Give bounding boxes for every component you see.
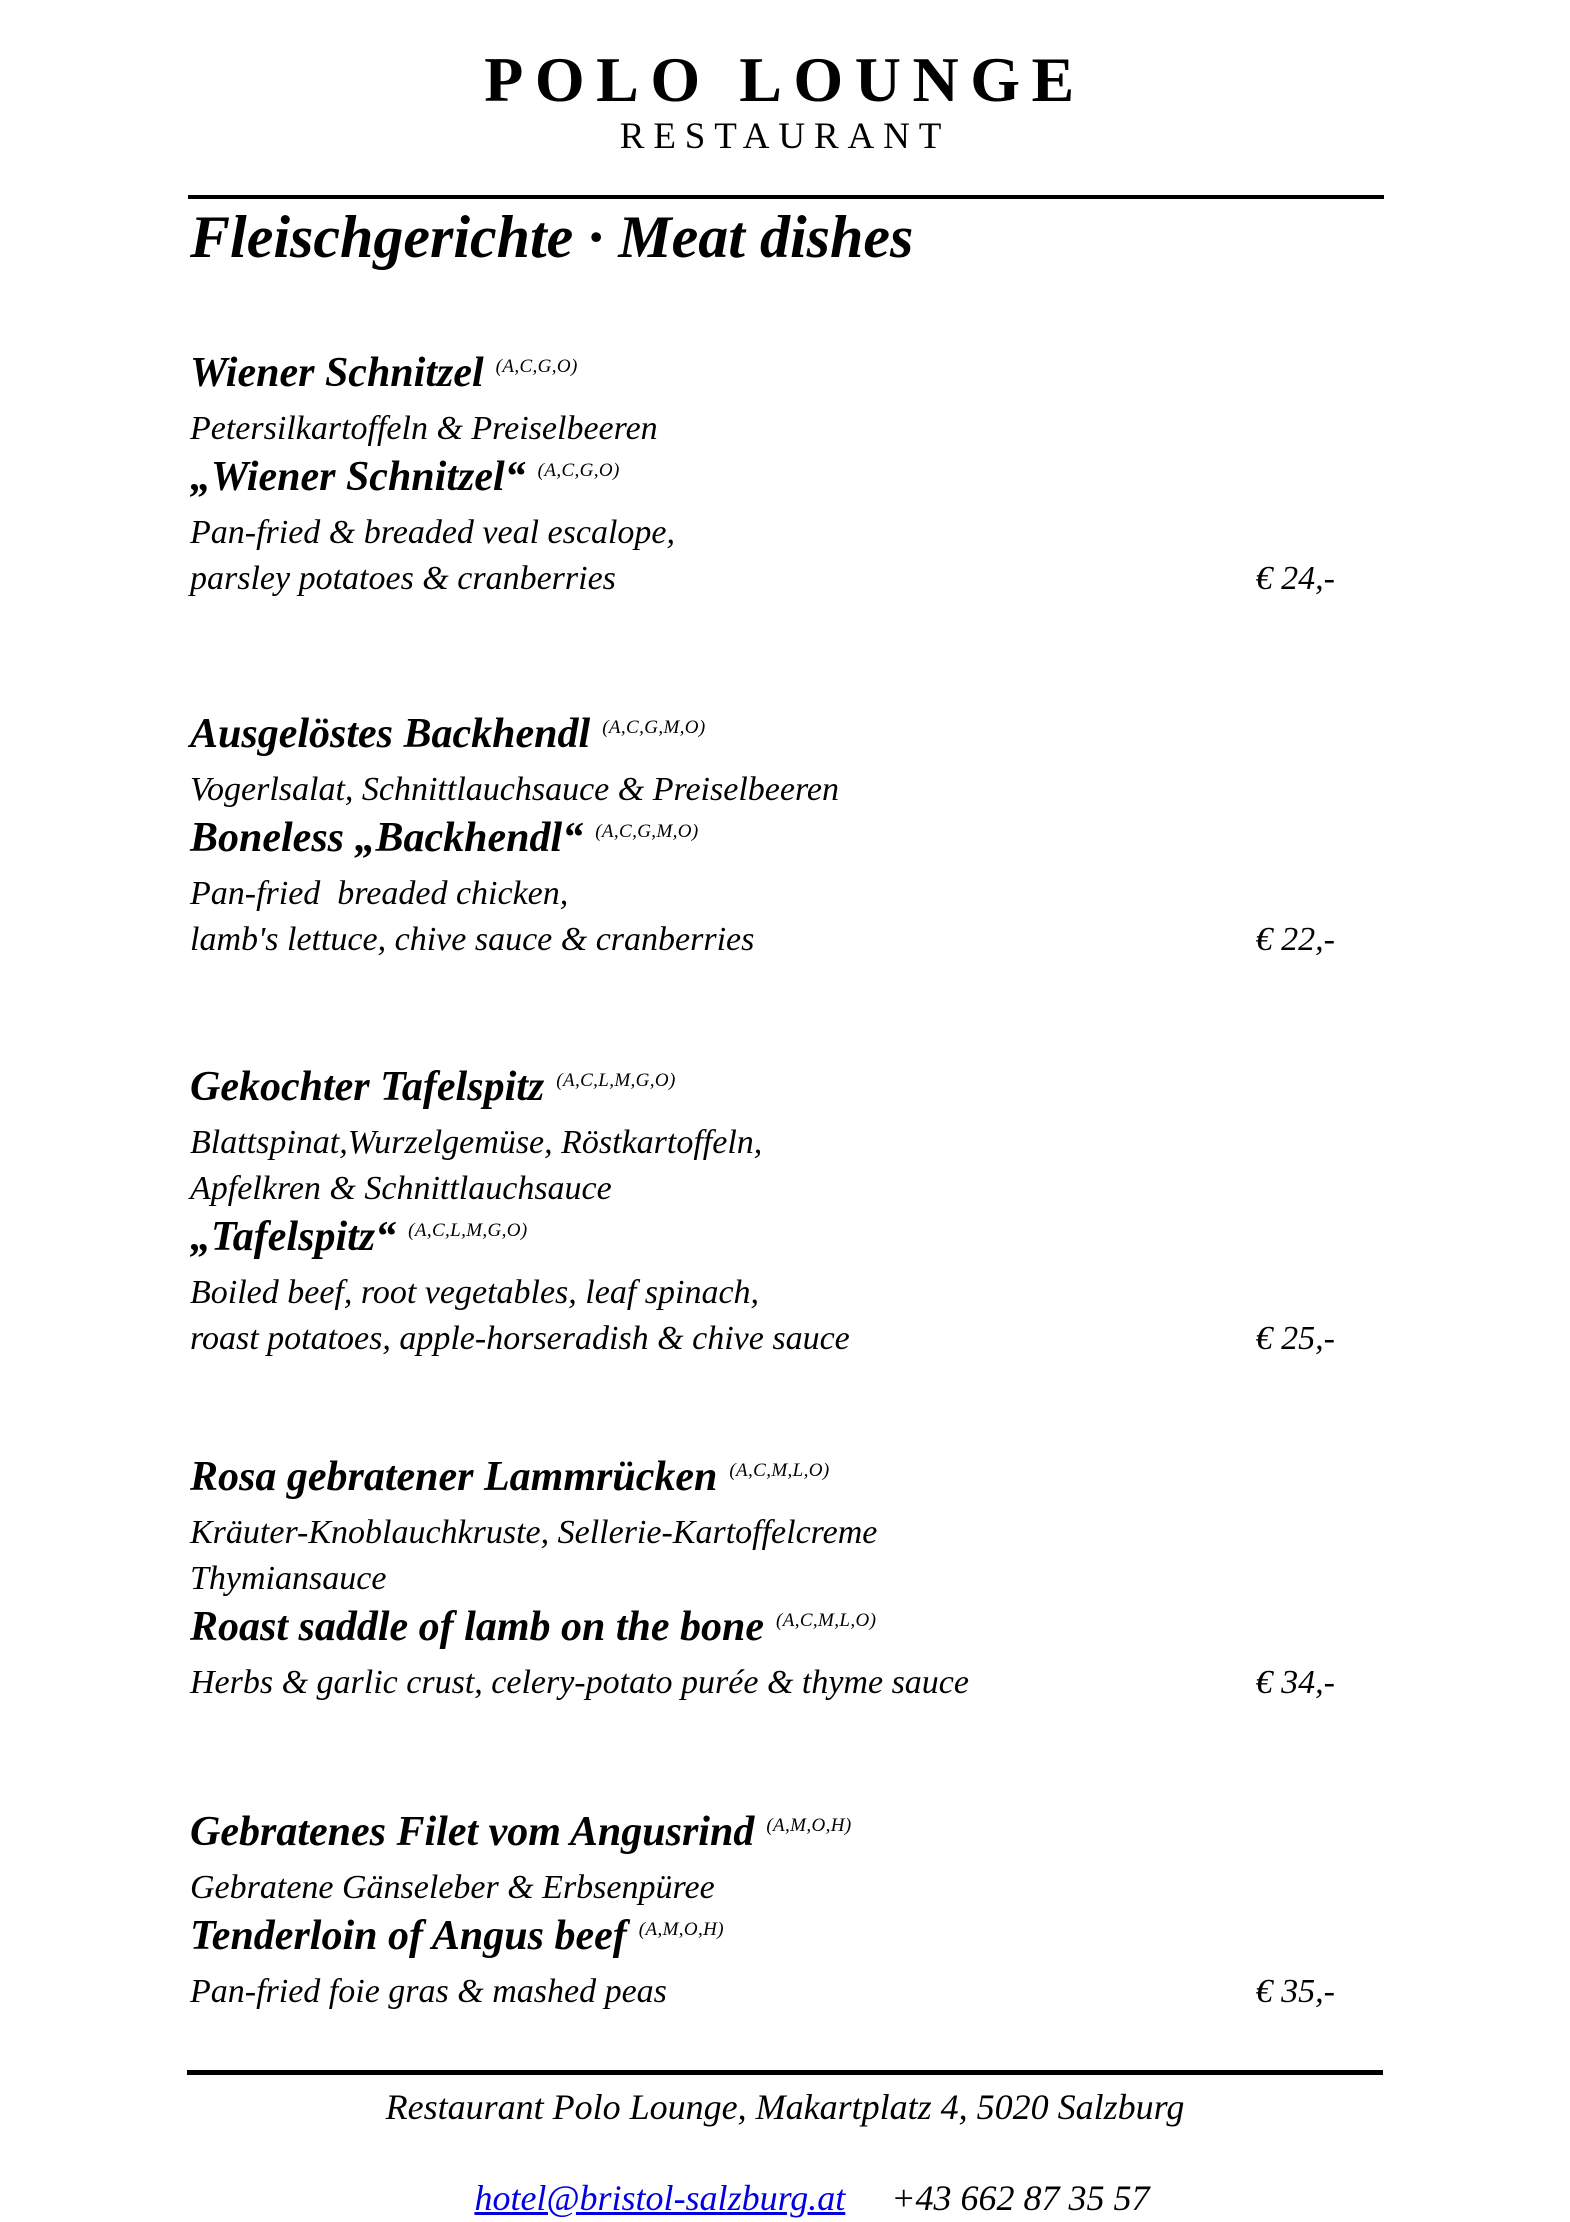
allergen-codes-en: (A,M,O,H) [638,1919,724,1940]
dish-description-en-price-line: Pan-fried foie gras & mashed peas € 35,- [190,1969,1335,2015]
dish-name-en: „Wiener Schnitzel“ $^{(A,C,G,O)}$ [190,454,620,500]
allergen-codes-en: (A,C,L,M,G,O) [408,1220,528,1241]
dish-description-en-price-line: Herbs & garlic crust, celery-potato purée & thyme sauce € 34,- [190,1660,1335,1706]
dish-description-de: Gebratene Gänseleber & Erbsenpüree [190,1869,715,1906]
dish-description-en: Boiled beef, root vegetables, leaf spinach, [190,1274,760,1311]
allergen-codes-en: (A,C,M,L,O) [776,1610,877,1631]
dish-name-en: Boneless „Backhendl“ $^{(A,C,G,M,O)}$ [190,815,699,861]
allergen-codes-en: (A,C,G,M,O) [595,821,699,842]
header-divider [188,195,1384,199]
dish-description-de: Blattspinat,Wurzelgemüse, Röstkartoffeln, [190,1124,763,1161]
dish-price: € 35,- [1255,1973,1335,2010]
footer-contact-line [0,2129,1570,2222]
dish-name-de: Ausgelöstes Backhendl $^{(A,C,G,M,O)}$ [190,711,706,757]
menu-item-backhendl [190,709,1335,963]
allergen-codes-en: (A,C,G,O) [537,460,620,481]
menu-item-angus-filet [190,1807,1335,2015]
dish-description-de: Thymiansauce [190,1560,387,1597]
dish-name-en: „Tafelspitz“ $^{(A,C,L,M,G,O)}$ [190,1214,528,1260]
dish-description-en-price-line: roast potatoes, apple-horseradish & chive sauce € 25,- [190,1316,1335,1362]
dish-description-de: Petersilkartoffeln & Preiselbeeren [190,410,658,447]
dish-description-de: Kräuter-Knoblauchkruste, Sellerie-Kartoffelcreme [190,1514,878,1551]
dish-description-en-price-line: lamb's lettuce, chive sauce & cranberries € 22,- [190,917,1335,963]
allergen-codes-de: (A,C,G,M,O) [602,717,706,738]
dish-price: € 22,- [1255,921,1335,958]
footer-address: Restaurant Polo Lounge, Makartplatz 4, 5020 Salzburg [385,2087,1185,2127]
menu-item-tafelspitz [190,1062,1335,1362]
dish-name-de: Rosa gebratener Lammrücken $^{(A,C,M,L,O)}$ [190,1454,830,1500]
menu-section [190,348,1335,2015]
menu-item-lammruecken [190,1452,1335,1706]
footer-email-link[interactable]: hotel@bristol-salzburg.at [474,2178,846,2218]
dish-name-de: Gekochter Tafelspitz $^{(A,C,L,M,G,O)}$ [190,1064,676,1110]
allergen-codes-de: (A,C,G,O) [495,356,578,377]
dish-name-en: Roast saddle of lamb on the bone $^{(A,C,M,L,O)}$ [190,1604,877,1650]
dish-description-en: Pan-fried breaded chicken, [190,875,569,912]
dish-description-de: Apfelkren & Schnittlauchsauce [190,1170,612,1207]
dish-description-en: Pan-fried & breaded veal escalope, [190,514,675,551]
dish-name-de: Gebratenes Filet vom Angusrind $^{(A,M,O,H)}$ [190,1809,852,1855]
dish-price: € 34,- [1255,1664,1335,1701]
page-title: Fleischgerichte · Meat dishes [190,204,914,270]
dish-price: € 25,- [1255,1320,1335,1357]
allergen-codes-de: (A,C,L,M,G,O) [556,1070,676,1091]
restaurant-brand-subtitle: RESTAURANT [619,116,951,157]
dish-name-en: Tenderloin of Angus beef $^{(A,M,O,H)}$ [190,1913,724,1959]
footer-phone: +43 662 87 35 57 [891,2178,1150,2218]
dish-description-en-price-line: parsley potatoes & cranberries € 24,- [190,556,1335,602]
restaurant-brand: POLO LOUNGE [484,44,1086,115]
menu-item-wiener-schnitzel [190,348,1335,602]
allergen-codes-de: (A,C,M,L,O) [729,1460,830,1481]
footer-divider [187,2070,1383,2075]
dish-price: € 24,- [1255,560,1335,597]
footer [0,2070,1570,2222]
allergen-codes-de: (A,M,O,H) [766,1815,852,1836]
dish-description-de: Vogerlsalat, Schnittlauchsauce & Preiselbeeren [190,771,840,808]
dish-name-de: Wiener Schnitzel $^{(A,C,G,O)}$ [190,350,578,396]
